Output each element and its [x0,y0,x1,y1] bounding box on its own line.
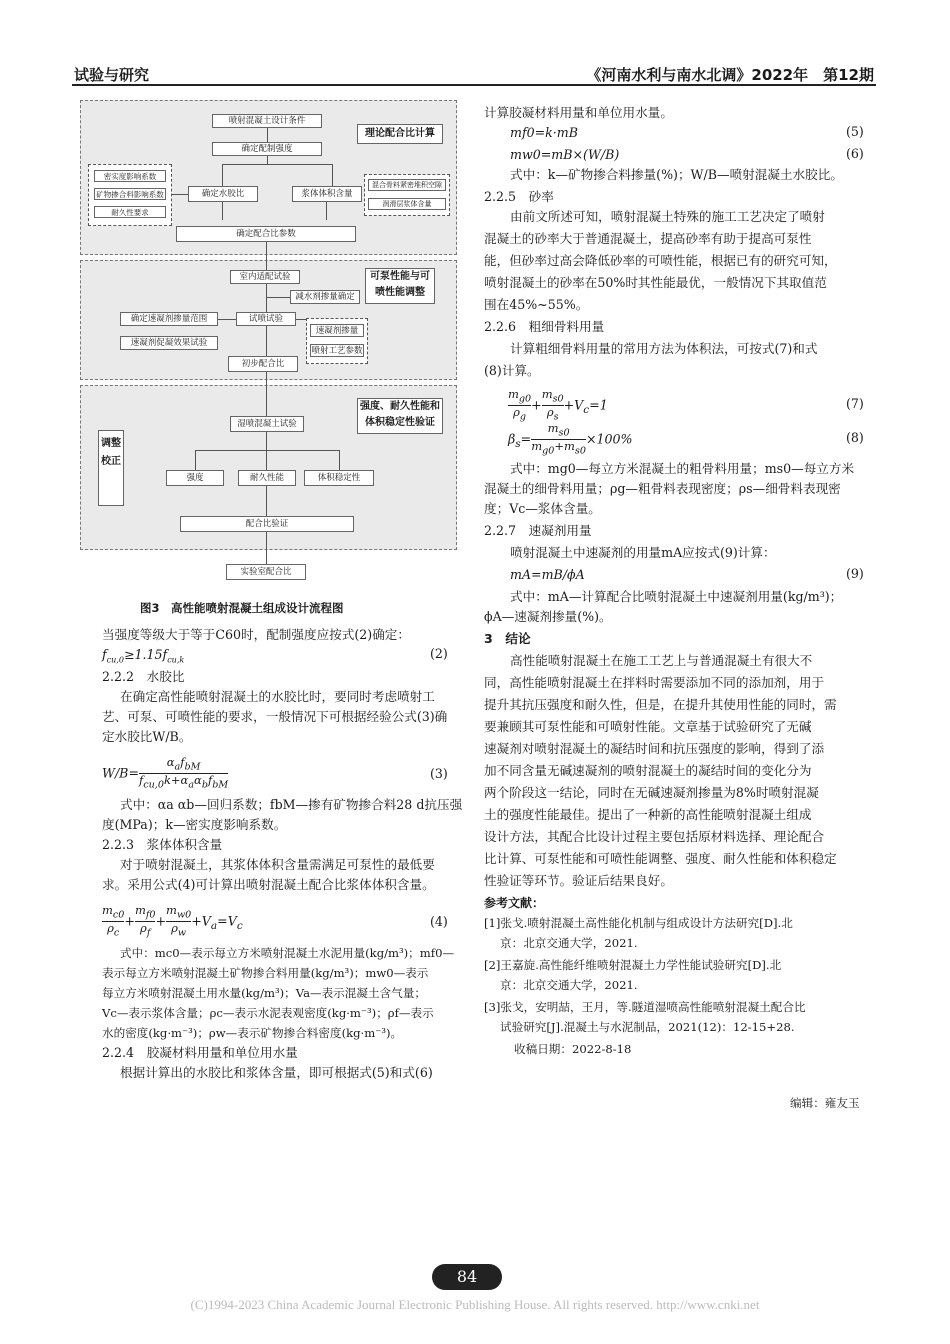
left-para-2c: 定水胶比W/B。 [102,729,192,744]
label-theory: 理论配合比计算 [357,124,443,144]
section-2-2-6: 2.2.6 粗细骨料用量 [484,319,605,334]
eq4-number: (4) [430,914,448,929]
right-para-3c: 能，但砂率过高会降低砂率的可喷性能，根据已有的研究可知， [484,253,837,268]
section-2-2-4: 2.2.4 胶凝材料用量和单位用水量 [102,1045,298,1060]
box-acc-dose: 速凝剂掺量 [310,324,364,337]
eq3-number: (3) [430,766,448,781]
page-number: 84 [432,1264,502,1290]
running-header-right: 《河南水利与南水北调》2022年 第12期 [586,66,874,84]
left-para-5c: 每立方米喷射混凝土用水量(kg/m³)；Va—表示混凝土含气量； [102,986,426,1000]
box-wb: 确定水胶比 [188,186,258,202]
eq2: $f_{cu,0}\ge 1.15f_{cu,k}$ [102,647,185,665]
left-para-4a: 对于喷射混凝土，其浆体体积含量需满足可泵性的最低要 [120,857,435,872]
eq4: $\frac{m_{c0}}{\rho_c}$ + $\frac{m_{f0}}{\rho_f}$ + $\frac{m_{w0}}{\rho_w}$ $+V_a=V_c$ [102,903,243,939]
label-adjust: 调整校正 [98,430,124,506]
box-prelim-mix: 初步配合比 [228,356,298,372]
eq3: W/B= $\frac{\alpha_af_{bM}}{f_{cu,0}k+\alpha_a\alpha_bf_{bM}}$ [102,755,229,791]
conclusion-line-9: 设计方法，其配合比设计过程主要包括原材料选择、理论配合 [484,829,825,844]
left-para-3a: 式中：αa αb—回归系数；fbM—掺有矿物掺合料28 d抗压强 [120,797,463,812]
eq9-number: (9) [846,566,864,581]
section-2-2-5: 2.2.5 砂率 [484,189,554,204]
section-2-2-2: 2.2.2 水胶比 [102,669,185,684]
box-mineral: 矿物掺合料影响系数 [94,188,166,200]
eq7-number: (7) [846,396,864,411]
eq5: mf0=k·mB [510,125,578,140]
box-paste: 浆体体积含量 [292,186,362,202]
reference-3b: 试验研究[J].混凝土与水泥制品，2021(12)：12-15+28. [500,1020,795,1034]
right-para-5a: 式中：mg0—每立方米混凝土的粗骨料用量；ms0—每立方米 [510,461,855,476]
box-volume: 体积稳定性 [304,470,374,486]
right-para-4a: 计算粗细骨料用量的常用方法为体积法，可按式(7)和式 [510,341,818,356]
left-para-5d: Vc—表示浆体含量；ρc—表示水泥表观密度(kg·m⁻³)；ρf—表示 [102,1006,434,1020]
figure-caption: 图3 高性能喷射混凝土组成设计流程图 [140,601,344,615]
label-pump: 可泵性能与可喷性能调整 [365,268,435,304]
eq2-number: (2) [430,646,448,661]
references-title: 参考文献： [484,896,545,910]
box-acc-range: 确定速凝剂掺量范围 [120,312,218,326]
reference-1b: 京：北京交通大学，2021. [500,936,638,950]
conclusion-line-11: 性验证等环节。验证后结果良好。 [484,873,673,888]
right-para-6: 喷射混凝土中速凝剂的用量mA应按式(9)计算： [510,545,776,560]
box-durability-perf: 耐久性能 [238,470,296,486]
reference-1a: [1]张戈.喷射混凝土高性能化机制与组成设计方法研究[D].北 [484,916,793,930]
label-strength: 强度、耐久性能和体积稳定性验证 [357,398,443,434]
right-para-3a: 由前文所述可知，喷射混凝土特殊的施工工艺决定了喷射 [510,209,825,224]
section-2-2-3: 2.2.3 浆体体积含量 [102,837,223,852]
eq7: $\frac{m_{g0}}{\rho_g}$ + $\frac{m_{s0}}{\rho_s}$ $+V_c=1$ [508,387,608,423]
box-process: 喷射工艺参数 [311,346,363,356]
box-acc-effect: 速凝剂促凝效果试验 [120,336,218,350]
conclusion-line-7: 两个阶段这一结论，同时在无碱速凝剂掺量为8%时喷射混凝 [484,785,819,800]
conclusion-line-10: 比计算、可泵性能和可喷性能调整、强度、耐久性能和体积稳定 [484,851,837,866]
box-wet-test: 湿喷混凝土试验 [230,416,304,432]
right-para-7b: ϕA—速凝剂掺量(%)。 [484,609,612,624]
box-lube: 润滑层浆体含量 [368,198,446,210]
running-header-left: 试验与研究 [74,66,150,84]
eq8-number: (8) [846,430,864,445]
conclusion-line-2: 同，高性能喷射混凝土在拌料时需要添加不同的添加剂，用于 [484,675,825,690]
reference-2a: [2]王嘉旋.高性能纤维喷射混凝土力学性能试验研究[D].北 [484,958,782,972]
reference-2b: 京：北京交通大学，2021. [500,978,638,992]
header-rule [72,84,876,86]
box-strength: 强度 [166,470,224,486]
box-reducer: 减水剂掺量确定 [290,290,360,304]
conclusion-line-1: 高性能喷射混凝土在施工工艺上与普通混凝土有很大不 [510,653,813,668]
eq6-number: (6) [846,146,864,161]
reference-3a: [3]张戈，安明喆，王月，等.隧道湿喷高性能喷射混凝土配合比 [484,1000,806,1014]
right-para-5c: 度；Vc—浆体含量。 [484,501,601,516]
left-para-5e: 水的密度(kg·m⁻³)；ρw—表示矿物掺合料密度(kg·m⁻³)。 [102,1026,403,1040]
left-para-6a: 根据计算出的水胶比和浆体含量，即可根据式(5)和式(6) [120,1065,433,1080]
right-para-2: 式中：k—矿物掺合料掺量(%)；W/B—喷射混凝土水胶比。 [510,167,843,182]
right-para-3d: 喷射混凝土的砂率在50%时其性能最优，一般情况下其取值范 [484,275,827,290]
box-trial-mix: 室内适配试验 [230,270,300,284]
right-para-3b: 混凝土的砂率大于普通混凝土，提高砂率有助于提高可泵性 [484,231,812,246]
box-mix-params: 确定配合比参数 [176,226,356,242]
received-date: 收稿日期：2022-8-18 [514,1042,632,1056]
copyright-footer: (C)1994-2023 China Academic Journal Electronic Publishing House. All rights reserved. http://www.cnki.net [190,1297,760,1312]
box-durability: 耐久性要求 [94,206,166,218]
section-2-2-7: 2.2.7 速凝剂用量 [484,523,592,538]
box-spray-test: 试喷试验 [236,312,296,326]
right-para-7a: 式中：mA—计算配合比喷射混凝土中速凝剂用量(kg/m³)； [510,589,843,604]
left-para-4b: 求。采用公式(4)可计算出喷射混凝土配合比浆体体积含量。 [102,877,435,892]
section-3-conclusion: 3 结论 [484,631,531,646]
left-para-2a: 在确定高性能喷射混凝土的水胶比时，要同时考虑喷射工 [120,689,435,704]
box-dense: 密实度影响系数 [94,170,166,182]
editor: 编辑：雍友玉 [790,1096,860,1110]
box-void: 混合骨料紧密堆积空隙 [368,179,446,191]
box-verify: 配合比验证 [180,516,354,532]
left-para-3b: 度(MPa)；k—密实度影响系数。 [102,817,287,832]
right-para-5b: 混凝土的细骨料用量；ρg—粗骨料表现密度；ρs—细骨料表现密 [484,481,841,496]
box-lab-mix: 实验室配合比 [226,564,306,580]
box-conditions: 喷射混凝土设计条件 [212,114,322,128]
left-para-5a: 式中：mc0—表示每立方米喷射混凝土水泥用量(kg/m³)；mf0— [120,946,455,960]
conclusion-line-3: 提升其抗压强度和耐久性，但是，在提升其使用性能的同时，需 [484,697,837,712]
right-para-4b: (8)计算。 [484,363,540,378]
right-para-3e: 围在45%~55%。 [484,297,589,312]
box-strength-config: 确定配制强度 [212,142,322,156]
eq5-number: (5) [846,124,864,139]
left-para-5b: 表示每立方米喷射混凝土矿物掺合料用量(kg/m³)；mw0—表示 [102,966,429,980]
eq9: mA=mB/ϕA [510,567,585,582]
conclusion-line-4: 要兼顾其可泵性能和可喷射性能。文章基于试验研究了无碱 [484,719,812,734]
conclusion-line-6: 加不同含量无碱速凝剂的喷射混凝土的凝结时间的变化分为 [484,763,812,778]
flowchart-figure [80,100,457,590]
right-para-1: 计算胶凝材料用量和单位用水量。 [484,105,673,120]
conclusion-line-5: 速凝剂对喷射混凝土的凝结时间和抗压强度的影响，得到了添 [484,741,825,756]
left-para-2b: 艺、可泵、可喷性能的要求，一般情况下可根据经验公式(3)确 [102,709,448,724]
eq6: mw0=mB×(W/B) [510,147,620,162]
eq8: $\beta_s=$ $\frac{m_{s0}}{m_{g0}+m_{s0}}$ ×100% [508,421,633,457]
conclusion-line-8: 土的强度性能最佳。提出了一种新的高性能喷射混凝土组成 [484,807,812,822]
left-para-1: 当强度等级大于等于C60时，配制强度应按式(2)确定： [102,627,410,642]
